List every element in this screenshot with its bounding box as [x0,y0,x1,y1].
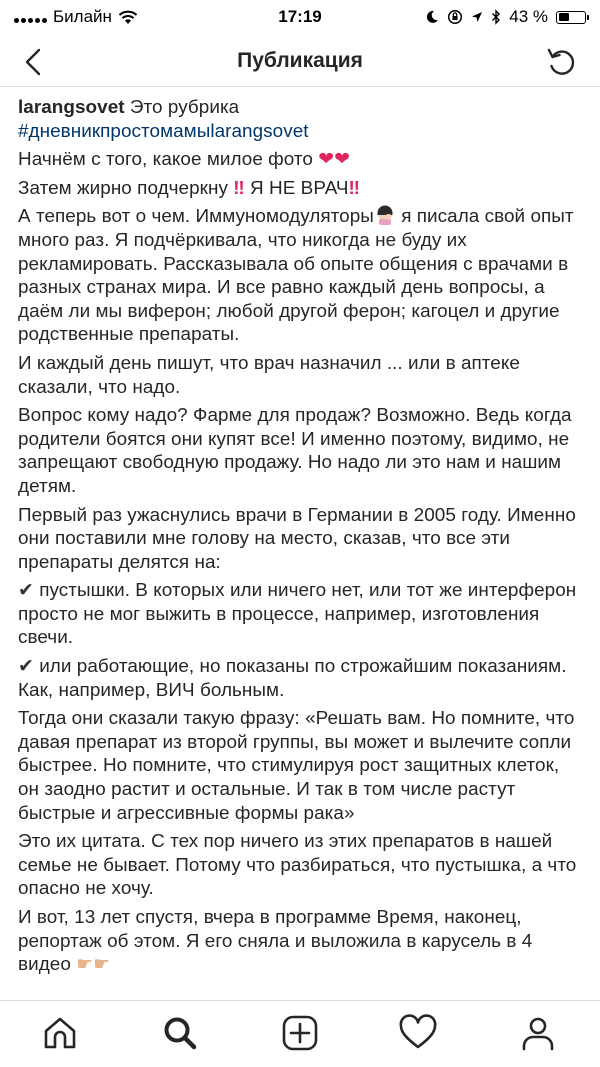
home-icon[interactable] [40,1013,80,1053]
double-exclamation-icon: ‼ [348,177,360,199]
caption-paragraph-7: ✔ пустышки. В которых или ничего нет, или тот же интерферон просто не мог выжить в процессе, например, изготовления свечи. [18,580,577,649]
heart-icon[interactable] [398,1013,438,1053]
profile-icon[interactable] [518,1013,558,1053]
carrier-name: Билайн [53,7,112,26]
heart-emoji-icon: ❤❤ [318,148,351,171]
caption-paragraph-11: И вот, 13 лет спустя, вчера в программе Время, наконец, репортаж об этом. Я его сняла и выложила в карусель в 4 видео ☛☛ [18,907,533,976]
page-title: Публикация [237,49,363,72]
caption-paragraph-8: ✔ или работающие, но показаны по строжайшим показаниям. Как, например, ВИЧ больным. [18,656,567,701]
facepalm-emoji-icon [374,205,396,225]
caption-header [18,96,584,143]
status-bar [0,0,600,36]
status-right [425,7,586,27]
caption-paragraph-4: И каждый день пишут, что врач назначил ... или в аптеке сказали, что надо. [18,352,520,398]
caption-paragraph-1: Начнём с того, какое милое фото ❤❤ [18,148,351,171]
status-time: 17:19 [278,7,322,26]
orientation-lock-icon [447,9,463,25]
add-post-icon[interactable] [280,1013,320,1053]
pointing-hand-emoji-icon: ☛☛ [76,954,111,976]
bluetooth-icon [491,9,501,25]
username-link[interactable]: larangsovet [18,97,125,118]
double-exclamation-icon: ‼ [233,177,245,199]
hashtag-link[interactable]: #дневникпростомамыlarangsovet [18,120,309,142]
post-caption [18,96,584,1000]
caption-paragraph-10: Это их цитата. С тех пор ничего из этих препаратов в нашей семье не бывает. Потому что разбираться, что пустышка, а что опасно не хочу. [18,831,577,900]
checkmark-icon: ✔ [18,580,34,602]
moon-icon [425,10,439,24]
tab-bar [0,1000,600,1067]
caption-paragraph-9: Тогда они сказали такую фразу: «Решать вам. Но помните, что давая препарат из второй группы, вы может и вылечите сопли быстрее. Но помните, что стимулируя рост защитных клеток, он заодно растит и остальные. И так в том числе растут быстрые и агрессивные формы рака» [18,708,575,824]
checkmark-icon: ✔ [18,656,34,678]
caption-paragraph-5: Вопрос кому надо? Фарме для продаж? Возможно. Ведь когда родители боятся они купят все! И именно поэтому, видимо, не запрещают свободную продажу. Но надо ли это нам и нашим детям. [18,405,572,497]
refresh-icon[interactable] [542,42,582,82]
navigation-bar [0,36,600,87]
caption-intro: Это рубрика [124,97,240,118]
caption-paragraph-2: Затем жирно подчеркну ‼ Я НЕ ВРАЧ‼ [18,177,360,199]
search-icon[interactable] [160,1013,200,1053]
battery-percent: 43 % [509,7,548,26]
location-icon [471,11,483,24]
caption-paragraph-3: А теперь вот о чем. Иммуномодуляторы я писала свой опыт много раз. Я подчёркивала, что никогда не буду их рекламировать. Рассказывала об опыте общения с врачами в разных странах мира. И все равно каждый день вопросы, а даём ли мы виферон; любой другой ферон; кагоцел и другие родственные препараты. [18,206,574,346]
battery-icon [556,11,586,24]
caption-paragraph-6: Первый раз ужаснулись врачи в Германии в 2005 году. Именно они поставили мне голову на место, сказав, что все эти препараты делятся на: [18,504,576,573]
